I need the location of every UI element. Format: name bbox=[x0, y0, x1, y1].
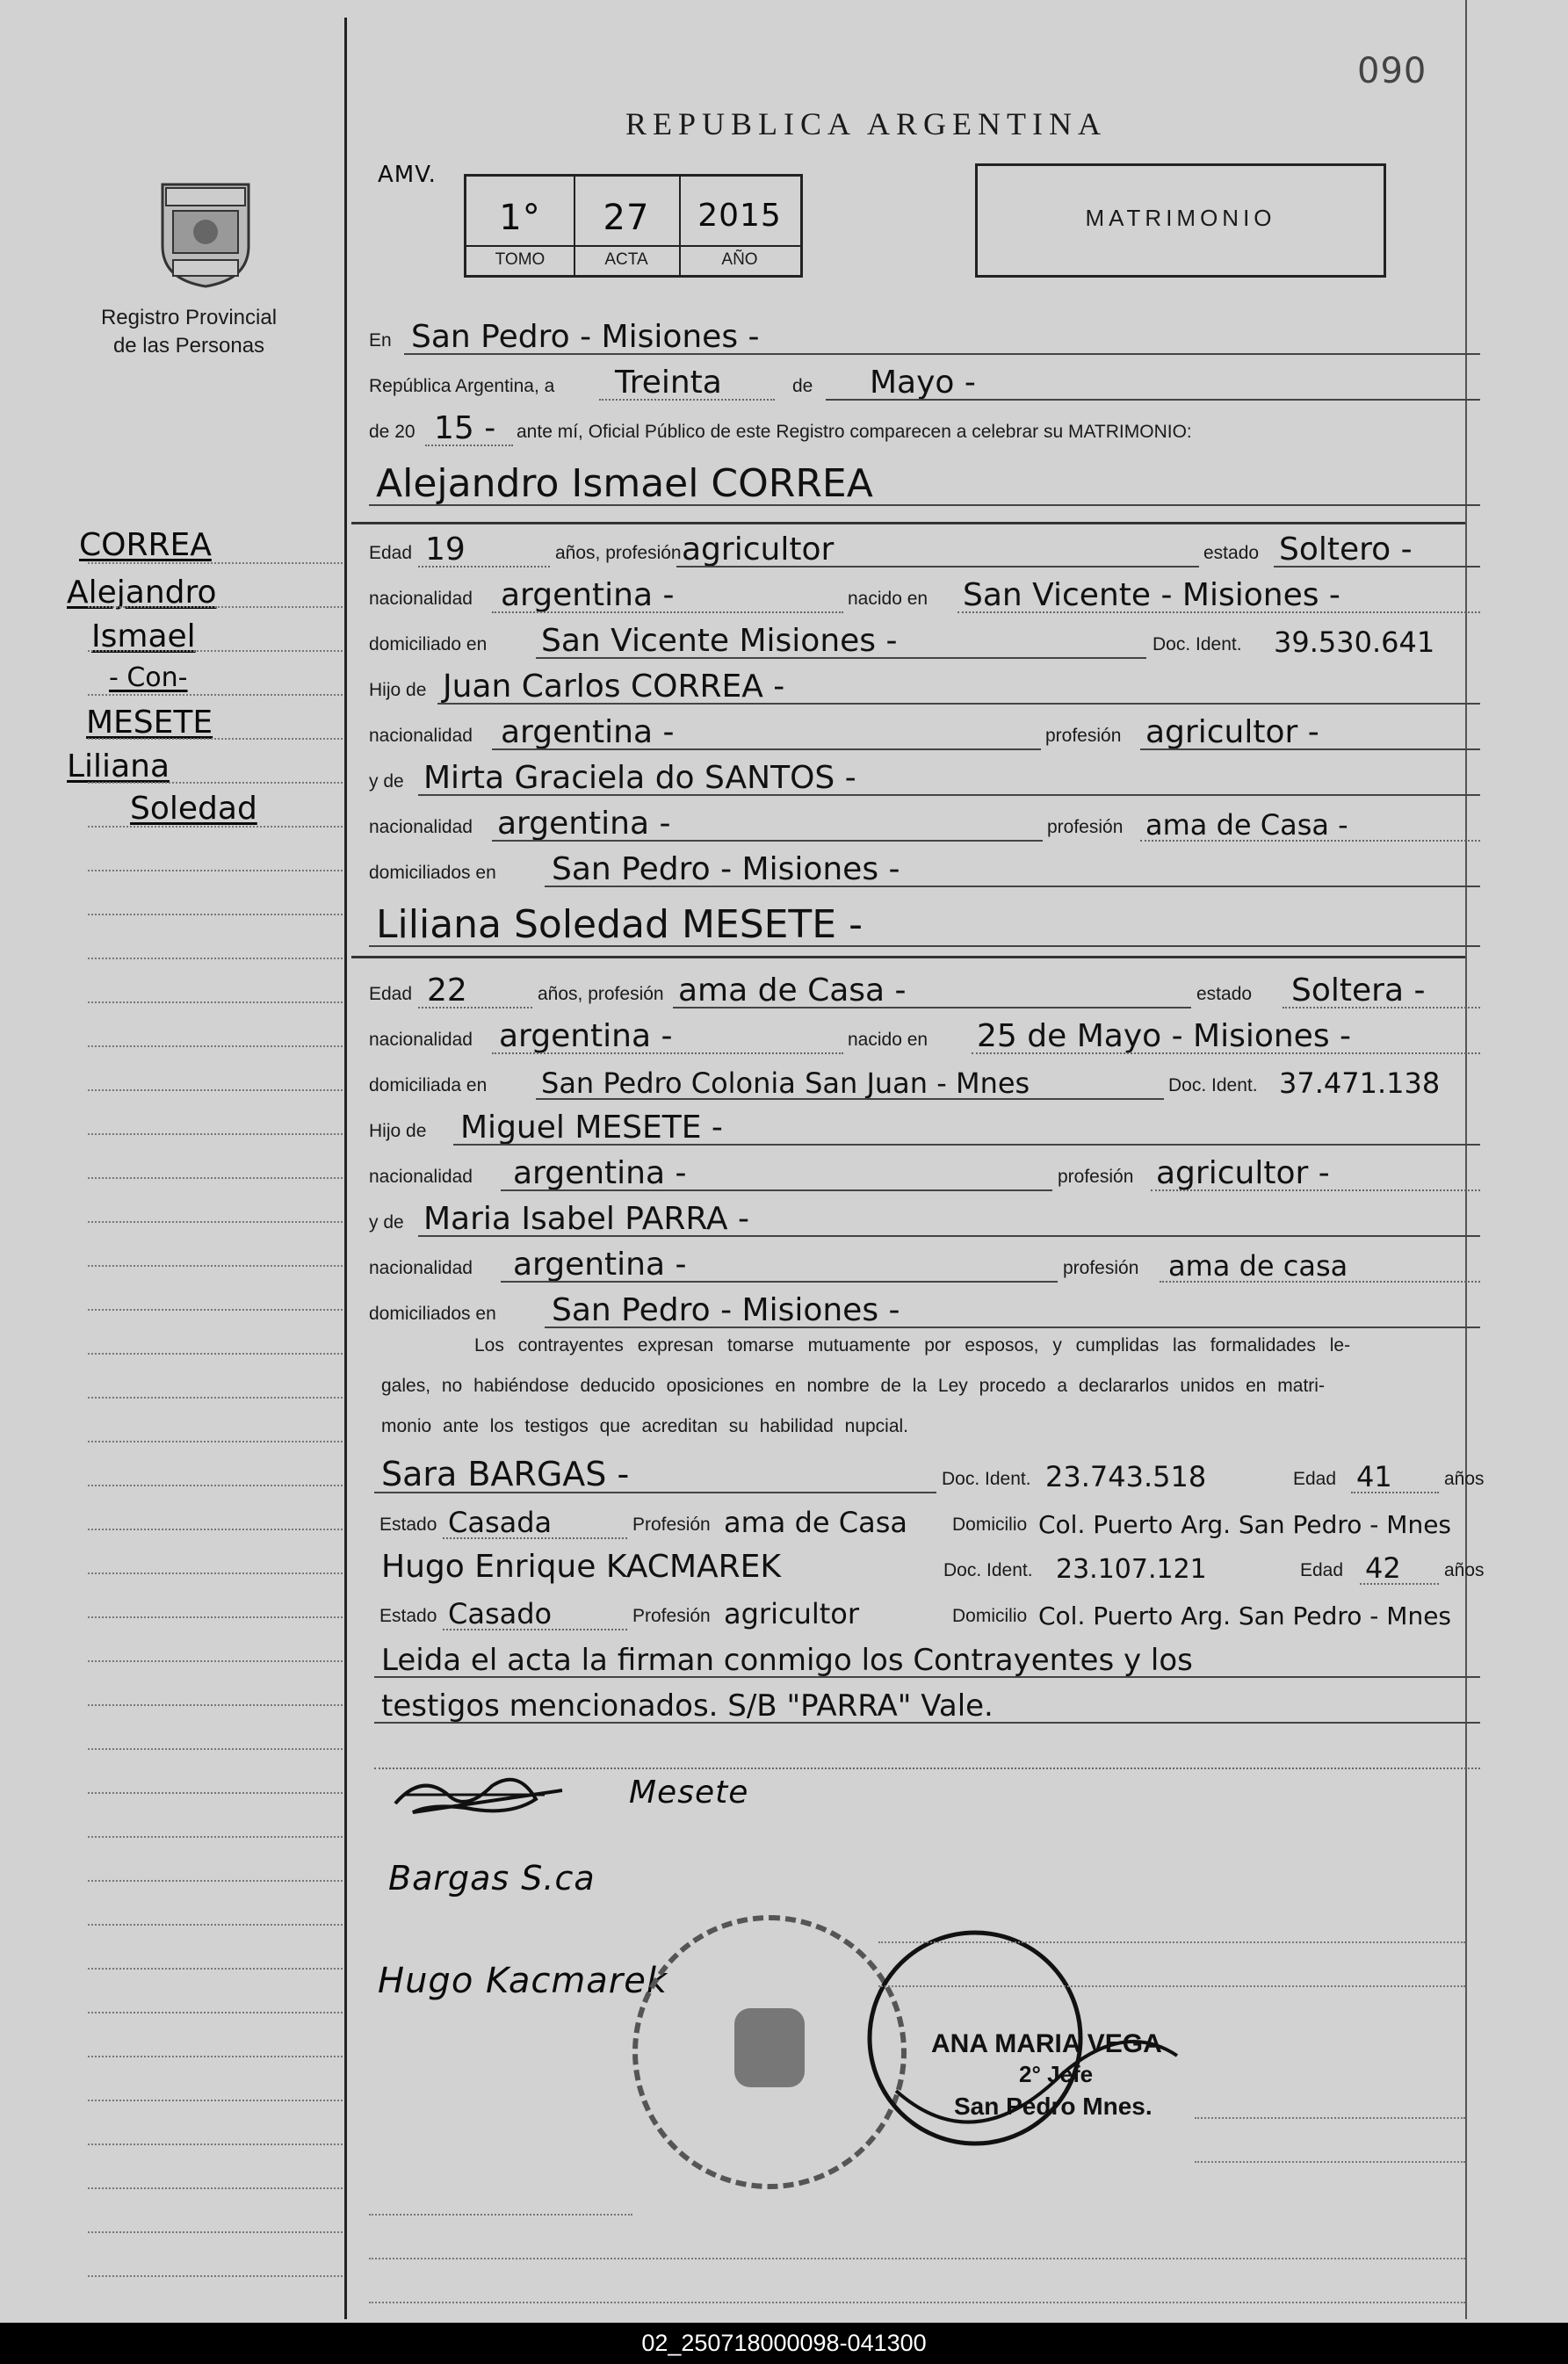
witness1-anios-label: años bbox=[1444, 1469, 1485, 1489]
groom-parents-dom-label: domiciliados en bbox=[369, 863, 496, 883]
groom-mother-prof-label: profesión bbox=[1047, 817, 1124, 837]
bride-father-nat-line bbox=[369, 1153, 1483, 1196]
intro-day: Treinta bbox=[615, 365, 722, 401]
margin-line bbox=[344, 18, 347, 2319]
bride-mother-label: y de bbox=[369, 1212, 404, 1233]
closing-text-2: testigos mencionados. S/B "PARRA" Vale. bbox=[381, 1688, 994, 1724]
bride-domiciliado-label: domiciliada en bbox=[369, 1075, 488, 1095]
witness1-domicile: Col. Puerto Arg. San Pedro - Mnes bbox=[1038, 1510, 1452, 1539]
groom-doc-label: Doc. Ident. bbox=[1153, 634, 1242, 654]
anio-value: 2015 bbox=[697, 198, 782, 234]
groom-nationality-line bbox=[369, 575, 1483, 618]
acta-label: ACTA bbox=[604, 250, 648, 269]
groom-anios-profesion-label: años, profesión bbox=[555, 543, 682, 563]
witness2-profession: agricultor bbox=[724, 1597, 860, 1630]
groom-father-nat-line bbox=[369, 712, 1483, 755]
registry-name-1: Registro Provincial bbox=[100, 306, 278, 329]
bride-domicile-line bbox=[369, 1061, 1483, 1105]
groom-father: Juan Carlos CORREA - bbox=[443, 669, 785, 705]
groom-father-nat-label: nacionalidad bbox=[369, 726, 473, 746]
witness2-domicilio-label: Domicilio bbox=[952, 1606, 1028, 1626]
bride-mother-nat-line bbox=[369, 1244, 1483, 1288]
bride-father-line bbox=[369, 1107, 1483, 1151]
witness2-edad-label: Edad bbox=[1300, 1560, 1344, 1580]
groom-father-prof-label: profesión bbox=[1045, 726, 1122, 746]
groom-father-nationality: argentina - bbox=[501, 714, 675, 750]
groom-domiciliado-label: domiciliado en bbox=[369, 634, 488, 654]
intro-place: San Pedro - Misiones - bbox=[411, 319, 760, 355]
closing-line-2 bbox=[369, 1685, 1483, 1729]
groom-birthplace: San Vicente - Misiones - bbox=[963, 577, 1340, 613]
bride-civil-status: Soltera - bbox=[1291, 972, 1426, 1008]
bride-father-nat-label: nacionalidad bbox=[369, 1167, 473, 1187]
bride-parents-domicile: San Pedro - Misiones - bbox=[552, 1292, 900, 1328]
bride-parents-dom-line bbox=[369, 1290, 1483, 1334]
witness1-edad-label: Edad bbox=[1293, 1469, 1337, 1489]
bride-name-line bbox=[369, 898, 1483, 952]
witness1-details-line bbox=[369, 1500, 1483, 1544]
act-number-box bbox=[464, 174, 803, 278]
page-number: 090 bbox=[1357, 51, 1427, 91]
intro-year-suffix: 15 - bbox=[434, 410, 496, 446]
bride-age-line bbox=[369, 970, 1483, 1014]
acta-value: 27 bbox=[603, 198, 650, 238]
witness1-name: Sara BARGAS - bbox=[381, 1455, 630, 1493]
groom-age: 19 bbox=[425, 531, 466, 568]
sidebar-name-6: Liliana bbox=[67, 748, 170, 784]
tomo-value: 1° bbox=[499, 198, 541, 238]
closing-line-1 bbox=[369, 1639, 1483, 1683]
groom-mother-profession: ama de Casa - bbox=[1145, 808, 1348, 842]
act-type: MATRIMONIO bbox=[1085, 205, 1276, 231]
witness2-signature: Hugo Kacmarek bbox=[378, 1961, 668, 2001]
bride-nationality: argentina - bbox=[499, 1018, 673, 1054]
witness1-name-line bbox=[369, 1455, 1483, 1499]
bride-birthplace: 25 de Mayo - Misiones - bbox=[977, 1018, 1352, 1054]
groom-signature bbox=[387, 1764, 580, 1825]
sidebar-name-1: CORREA bbox=[79, 527, 212, 563]
groom-signature-icon bbox=[387, 1764, 580, 1825]
groom-domicile: San Vicente Misiones - bbox=[541, 623, 898, 659]
intro-year-line bbox=[369, 408, 1483, 452]
groom-mother-label: y de bbox=[369, 771, 404, 792]
witness2-civil-status: Casado bbox=[448, 1597, 553, 1630]
witness2-name-line bbox=[369, 1546, 1483, 1590]
registry-logo bbox=[154, 176, 257, 290]
bride-full-name: Liliana Soledad MESETE - bbox=[376, 902, 863, 947]
witness1-estado-label: Estado bbox=[379, 1515, 437, 1535]
groom-mother-nat-label: nacionalidad bbox=[369, 817, 473, 837]
bride-doc-label: Doc. Ident. bbox=[1168, 1075, 1258, 1095]
bride-parents-dom-label: domiciliados en bbox=[369, 1304, 496, 1324]
bride-father-nationality: argentina - bbox=[513, 1155, 687, 1191]
bride-mother-prof-label: profesión bbox=[1063, 1258, 1139, 1278]
bride-nacido-label: nacido en bbox=[848, 1030, 929, 1050]
groom-name-line bbox=[369, 457, 1483, 511]
witness2-doc-label: Doc. Ident. bbox=[943, 1560, 1033, 1580]
intro-month: Mayo - bbox=[870, 365, 976, 401]
witness1-civil-status: Casada bbox=[448, 1506, 553, 1539]
witness2-name: Hugo Enrique KACMAREK bbox=[381, 1549, 781, 1585]
groom-nacionalidad-label: nacionalidad bbox=[369, 589, 473, 609]
bride-estado-label: estado bbox=[1196, 984, 1253, 1004]
bride-signature: Mesete bbox=[629, 1775, 749, 1811]
groom-mother: Mirta Graciela do SANTOS - bbox=[423, 760, 856, 796]
groom-nacido-label: nacido en bbox=[848, 589, 929, 609]
bride-profession: ama de Casa - bbox=[678, 972, 907, 1008]
seal-emblem-icon bbox=[734, 2008, 805, 2087]
bride-mother: Maria Isabel PARRA - bbox=[423, 1201, 749, 1237]
footer-id: 02_250718000098-041300 bbox=[641, 2330, 927, 2356]
bride-father-prof-label: profesión bbox=[1058, 1167, 1134, 1187]
groom-profession: agricultor bbox=[682, 531, 835, 568]
witness1-domicilio-label: Domicilio bbox=[952, 1515, 1028, 1535]
sidebar-name-3: Ismael bbox=[91, 618, 196, 654]
en-label: En bbox=[369, 330, 392, 351]
republica-label: República Argentina, a bbox=[369, 376, 555, 396]
official-stamp-place: San Pedro Mnes. bbox=[954, 2093, 1153, 2120]
bride-mother-nationality: argentina - bbox=[513, 1247, 687, 1283]
bride-father: Miguel MESETE - bbox=[460, 1110, 723, 1146]
bride-doc: 37.471.138 bbox=[1279, 1066, 1441, 1100]
groom-full-name: Alejandro Ismael CORREA bbox=[376, 461, 873, 506]
official-stamp-name: ANA MARIA VEGA bbox=[931, 2029, 1162, 2058]
bride-anios-profesion-label: años, profesión bbox=[538, 984, 664, 1004]
groom-separator bbox=[351, 522, 1465, 524]
groom-father-line bbox=[369, 666, 1483, 710]
sidebar-name-4: - Con- bbox=[109, 662, 188, 693]
declaration-line-3: monio ante los testigos que acreditan su habilidad nupcial. bbox=[381, 1416, 909, 1436]
witness2-estado-label: Estado bbox=[379, 1606, 437, 1626]
declaration-line-1: Los contrayentes expresan tomarse mutuamente por esposos, y cumplidas las formalidades le- bbox=[474, 1335, 1351, 1356]
bride-father-profession: agricultor - bbox=[1156, 1155, 1330, 1191]
groom-doc: 39.530.641 bbox=[1274, 625, 1435, 659]
witness2-anios-label: años bbox=[1444, 1560, 1485, 1580]
groom-estado-label: estado bbox=[1203, 543, 1260, 563]
tomo-label: TOMO bbox=[495, 250, 546, 269]
footer-bar bbox=[0, 2323, 1568, 2364]
witness2-domicile: Col. Puerto Arg. San Pedro - Mnes bbox=[1038, 1601, 1452, 1630]
witness1-doc-label: Doc. Ident. bbox=[942, 1469, 1031, 1489]
groom-nationality: argentina - bbox=[501, 577, 675, 613]
anio-label: AÑO bbox=[721, 250, 758, 269]
witness1-profesion-label: Profesión bbox=[632, 1515, 711, 1535]
intro-date-line bbox=[369, 362, 1483, 406]
act-type-box bbox=[975, 163, 1386, 278]
groom-civil-status: Soltero - bbox=[1279, 531, 1413, 568]
bride-mother-nat-label: nacionalidad bbox=[369, 1258, 473, 1278]
witness2-age: 42 bbox=[1365, 1551, 1401, 1585]
bride-age: 22 bbox=[427, 972, 467, 1008]
bride-nationality-line bbox=[369, 1016, 1483, 1059]
sidebar-name-5: MESETE bbox=[86, 705, 213, 741]
sidebar-name-2: Alejandro bbox=[67, 575, 217, 611]
bride-father-label: Hijo de bbox=[369, 1121, 427, 1141]
registry-name-2: de las Personas bbox=[112, 334, 265, 358]
groom-edad-label: Edad bbox=[369, 543, 413, 563]
closing-text-1: Leida el acta la firman conmigo los Contrayentes y los bbox=[381, 1643, 1193, 1678]
groom-mother-nat-line bbox=[369, 803, 1483, 847]
groom-mother-nationality: argentina - bbox=[497, 806, 671, 842]
witness2-doc: 23.107.121 bbox=[1056, 1554, 1207, 1585]
groom-age-line bbox=[369, 529, 1483, 573]
bride-mother-profession: ama de casa bbox=[1168, 1249, 1348, 1283]
bride-domicile: San Pedro Colonia San Juan - Mnes bbox=[541, 1066, 1030, 1100]
comparecen-text: ante mí, Oficial Público de este Registro comparecen a celebrar su MATRIMONIO: bbox=[517, 422, 1192, 442]
groom-parents-domicile: San Pedro - Misiones - bbox=[552, 851, 900, 887]
registry-logo-icon bbox=[154, 176, 257, 290]
official-stamp-role: 2° Jefe bbox=[1019, 2061, 1094, 2087]
bride-edad-label: Edad bbox=[369, 984, 413, 1004]
witness1-profession: ama de Casa bbox=[724, 1506, 907, 1539]
groom-mother-line bbox=[369, 757, 1483, 801]
de-label: de bbox=[792, 376, 813, 396]
groom-father-label: Hijo de bbox=[369, 680, 427, 700]
bride-mother-line bbox=[369, 1198, 1483, 1242]
sidebar-name-7: Soledad bbox=[130, 791, 257, 827]
groom-domicile-line bbox=[369, 620, 1483, 664]
country-title: REPUBLICA ARGENTINA bbox=[625, 106, 1108, 141]
groom-parents-dom-line bbox=[369, 849, 1483, 893]
intro-place-line bbox=[369, 316, 1483, 360]
witness2-details-line bbox=[369, 1592, 1483, 1636]
de20-label: de 20 bbox=[369, 422, 415, 442]
witness2-profesion-label: Profesión bbox=[632, 1606, 711, 1626]
witness1-signature: Bargas S.ca bbox=[388, 1859, 596, 1898]
bride-separator bbox=[351, 956, 1465, 958]
witness1-doc: 23.743.518 bbox=[1045, 1460, 1207, 1493]
bride-nacionalidad-label: nacionalidad bbox=[369, 1030, 473, 1050]
amv-mark: AMV. bbox=[378, 162, 437, 188]
witness1-age: 41 bbox=[1356, 1460, 1392, 1493]
groom-father-profession: agricultor - bbox=[1145, 714, 1319, 750]
declaration-line-2: gales, no habiéndose deducido oposiciones en nombre de la Ley procedo a declararlos unidos en matri- bbox=[381, 1376, 1325, 1396]
